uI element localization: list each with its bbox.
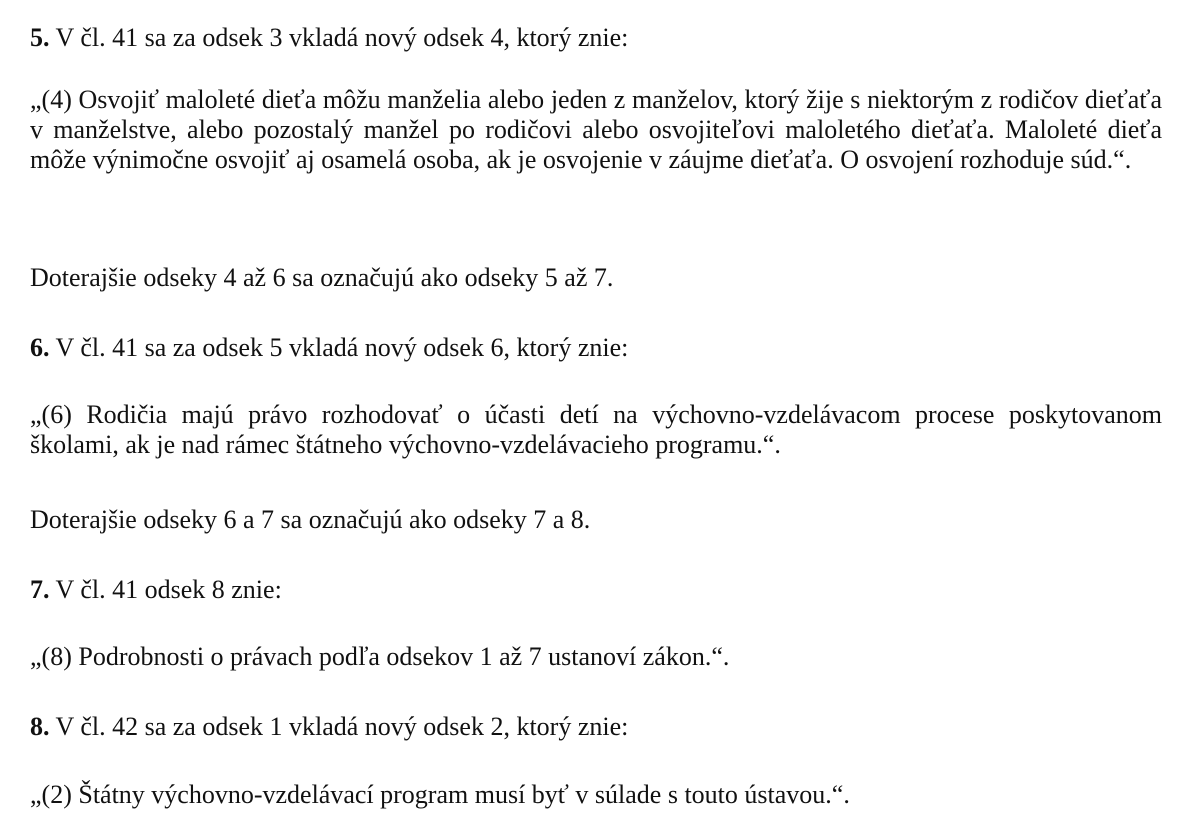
item-number: 5. xyxy=(30,23,50,52)
item-instruction: V čl. 41 odsek 8 znie: xyxy=(49,575,282,604)
item-8-heading xyxy=(30,712,628,742)
item-5-quoted-text: „(4) Osvojiť maloleté dieťa môžu manželia alebo jeden z manželov, ktorý žije s niektorým z rodičov dieťaťa v manželstve, alebo pozostalý manžel po rodičovi alebo osvojiteľovi maloletého dieťaťa. Maloleté dieťa môže výnimočne osvojiť aj osamelá osoba, ak je osvojenie v záujme dieťaťa. O osvojení rozhoduje súd.“. xyxy=(30,85,1162,174)
item-instruction: V čl. 41 sa za odsek 5 vkladá nový odsek 6, ktorý znie: xyxy=(49,333,629,362)
item-6-quoted-text: „(6) Rodičia majú právo rozhodovať o účasti detí na výchovno-vzdelávacom procese poskytovanom školami, ak je nad rámec štátneho výchovno-vzdelávacieho programu.“. xyxy=(30,400,1162,459)
item-6-heading xyxy=(30,333,628,363)
item-6-renumbering-note: Doterajšie odseky 6 a 7 sa označujú ako odseky 7 a 8. xyxy=(30,505,591,534)
item-5-heading xyxy=(30,23,628,53)
item-instruction: V čl. 41 sa za odsek 3 vkladá nový odsek 4, ktorý znie: xyxy=(49,23,629,52)
item-number: 6. xyxy=(30,333,50,362)
item-7-quoted-text: „(8) Podrobnosti o právach podľa odsekov 1 až 7 ustanoví zákon.“. xyxy=(30,642,730,671)
item-instruction: V čl. 42 sa za odsek 1 vkladá nový odsek 2, ktorý znie: xyxy=(49,712,629,741)
item-5-renumbering-note: Doterajšie odseky 4 až 6 sa označujú ako odseky 5 až 7. xyxy=(30,263,614,292)
item-number: 8. xyxy=(30,712,50,741)
item-8-quoted-text: „(2) Štátny výchovno-vzdelávací program musí byť v súlade s touto ústavou.“. xyxy=(30,780,850,809)
item-number: 7. xyxy=(30,575,50,604)
item-7-heading xyxy=(30,575,282,605)
